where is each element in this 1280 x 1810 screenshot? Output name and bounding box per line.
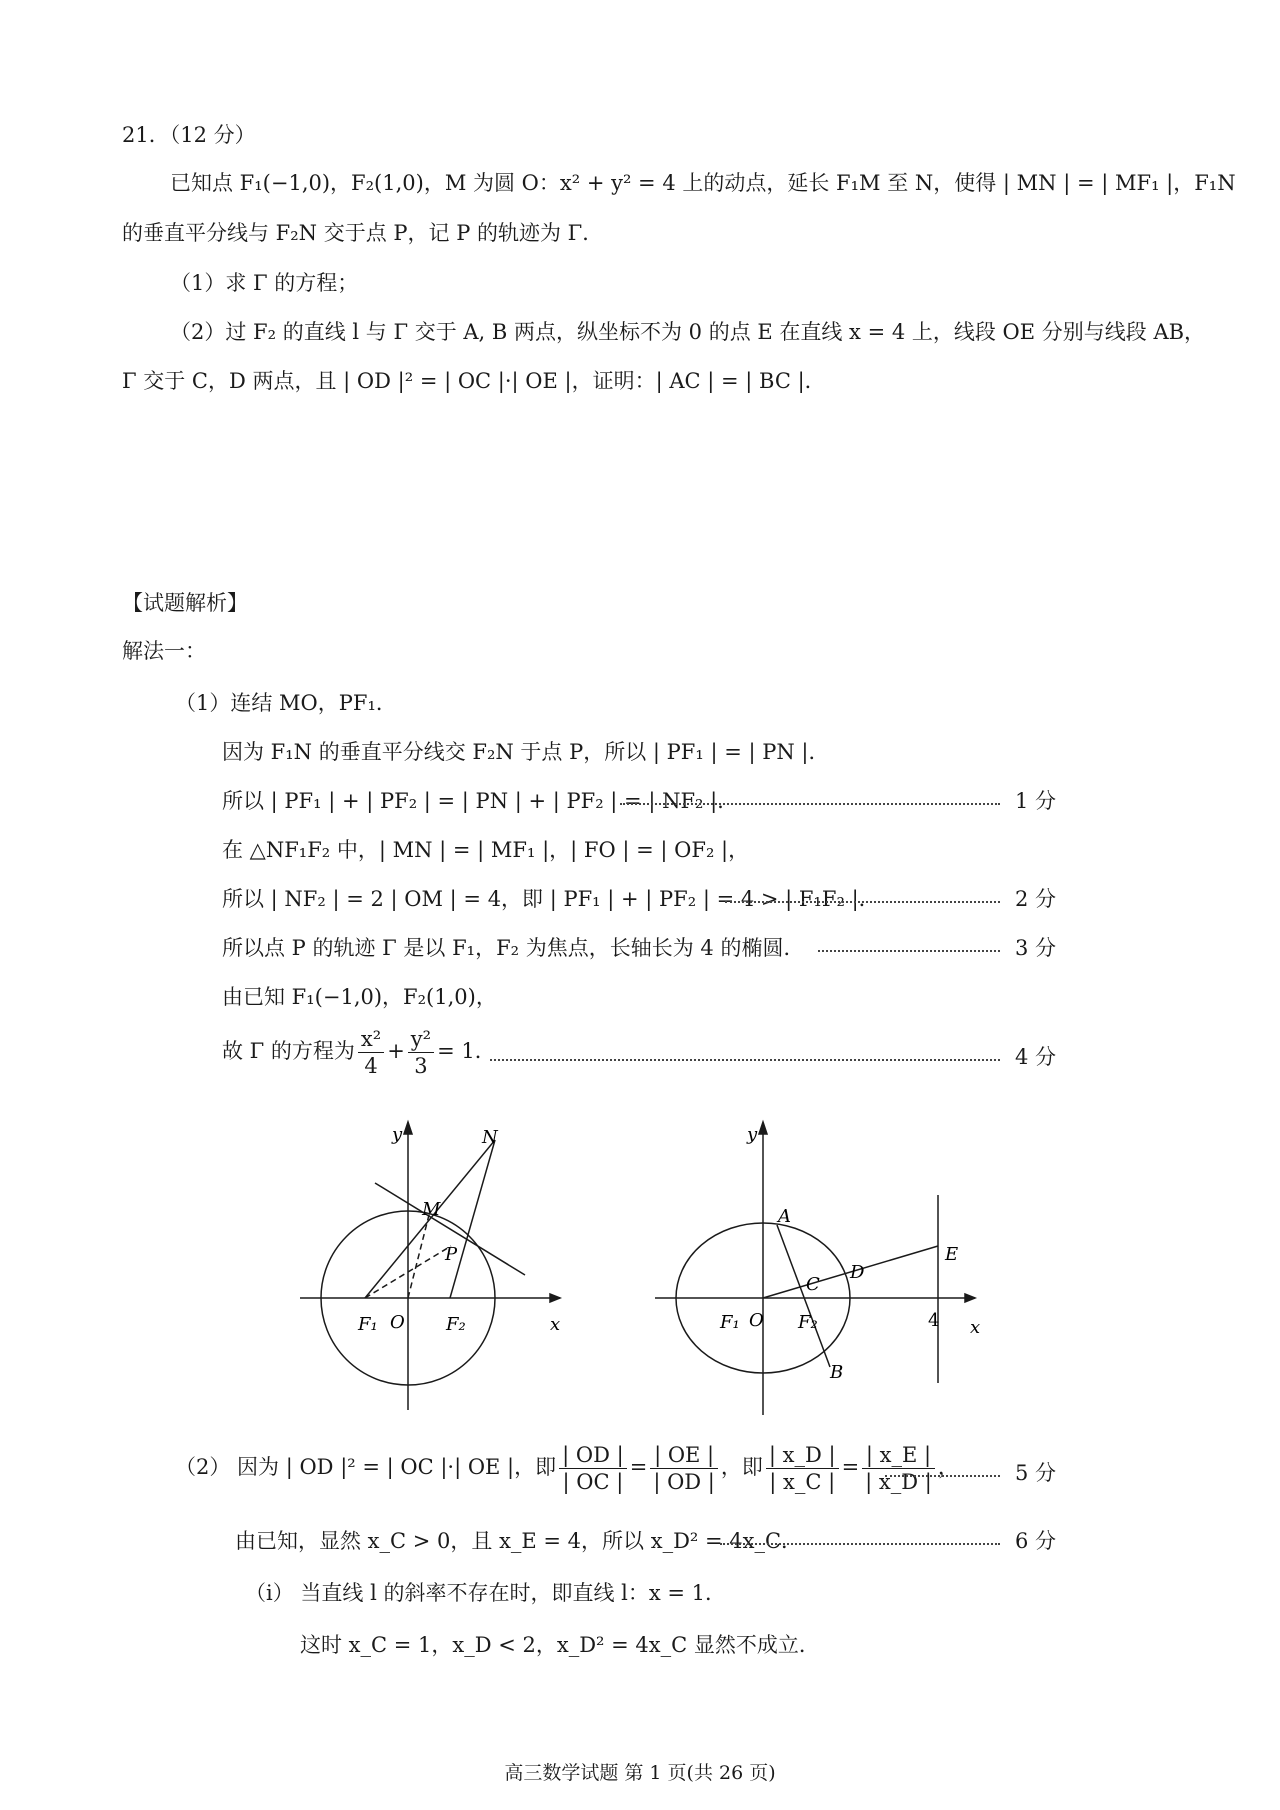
- equals-sign: =: [629, 1455, 648, 1479]
- solution-step4: 在 △NF₁F₂ 中，| MN | = | MF₁ |，| FO | = | OF₂ |，: [222, 838, 750, 862]
- leader-dots: [720, 1543, 1000, 1545]
- figure-label-x: x: [550, 1314, 561, 1335]
- equation-tail: = 1．: [437, 1039, 496, 1063]
- solution-heading: 【试题解析】: [122, 591, 248, 615]
- figure-label-o: O: [749, 1310, 764, 1331]
- figure-label-n: N: [482, 1127, 498, 1148]
- page-footer: 高三数学试题 第 1 页(共 26 页): [504, 1762, 776, 1784]
- figure-left: [290, 1115, 580, 1415]
- denominator: 4: [364, 1054, 378, 1078]
- solution-step7: 由已知 F₁(−1,0)，F₂(1,0)，: [222, 985, 497, 1009]
- figure-label-f1: F₁: [358, 1314, 378, 1335]
- denominator: | x_C |: [769, 1470, 836, 1494]
- score-2: 2 分: [1015, 887, 1057, 911]
- solution-step5: 所以 | NF₂ | = 2 | OM | = 4，即 | PF₁ | + | PF₂ | = 4 > | F₁F₂ |．: [222, 887, 880, 911]
- figure-label-f1: F₁: [720, 1312, 740, 1333]
- plus-sign: +: [387, 1039, 405, 1063]
- figure-label-f2: F₂: [798, 1312, 818, 1333]
- solution-step3: 所以 | PF₁ | + | PF₂ | = | PN | + | PF₂ | = | NF₂ |．: [222, 789, 739, 813]
- solution-part2-line: [175, 1438, 959, 1496]
- solution-step11: 这时 x_C = 1，x_D < 2，x_D² = 4x_C 显然不成立．: [300, 1633, 820, 1657]
- figure-label-x: x: [970, 1317, 981, 1338]
- problem-number: 21．（12 分）: [122, 123, 256, 147]
- solution-step9: 由已知，显然 x_C > 0，且 x_E = 4，所以 x_D² = 4x_C．: [235, 1529, 803, 1553]
- leader-dots: [725, 901, 1000, 903]
- equation-tail: ，: [937, 1455, 959, 1479]
- equation-middle: ，即: [720, 1455, 763, 1479]
- leader-dots: [885, 1475, 1000, 1477]
- score-4: 4 分: [1015, 1045, 1057, 1069]
- problem-statement-line2: 的垂直平分线与 F₂N 交于点 P，记 P 的轨迹为 Γ．: [122, 221, 604, 245]
- numerator: | OE |: [650, 1442, 718, 1469]
- figure-label-e: E: [945, 1244, 959, 1265]
- figure-label-b: B: [830, 1362, 844, 1383]
- figure-label-a: A: [778, 1206, 791, 1227]
- figure-right: [650, 1115, 990, 1415]
- numerator: x²: [358, 1026, 384, 1053]
- fraction: [862, 1442, 935, 1495]
- score-5: 5 分: [1015, 1461, 1057, 1485]
- score-6: 6 分: [1015, 1529, 1057, 1553]
- problem-part2-line1: （2）过 F₂ 的直线 l 与 Γ 交于 A, B 两点，纵坐标不为 0 的点 E 在直线 x = 4 上，线段 OE 分别与线段 AB，: [170, 320, 1206, 344]
- fraction: [650, 1442, 718, 1495]
- leader-dots: [620, 803, 1000, 805]
- equals-sign: =: [841, 1455, 860, 1479]
- numerator: | x_D |: [766, 1442, 839, 1469]
- denominator: | x_D |: [865, 1470, 932, 1494]
- figure-label-d: D: [850, 1262, 865, 1283]
- equation-lead: 故 Γ 的方程为: [222, 1039, 355, 1063]
- solution-method: 解法一：: [122, 639, 206, 663]
- numerator: | OD |: [559, 1442, 627, 1469]
- equation-lead: （2） 因为 | OD |² = | OC |·| OE |，即: [175, 1455, 557, 1479]
- denominator: | OD |: [653, 1470, 715, 1494]
- numerator: y²: [408, 1026, 434, 1053]
- figure-label-m: M: [422, 1199, 441, 1220]
- leader-dots: [490, 1059, 1000, 1061]
- leader-dots: [818, 950, 1000, 952]
- fraction: [559, 1442, 627, 1495]
- fraction: [358, 1026, 384, 1079]
- solution-step6: 所以点 P 的轨迹 Γ 是以 F₁，F₂ 为焦点，长轴长为 4 的椭圆．: [222, 936, 805, 960]
- figure-label-y: y: [747, 1124, 758, 1145]
- figure-label-4: 4: [928, 1310, 940, 1331]
- figure-label-y: y: [392, 1124, 403, 1145]
- figure-label-o: O: [390, 1312, 405, 1333]
- figure-label-f2: F₂: [446, 1314, 466, 1335]
- fraction: [766, 1442, 839, 1495]
- problem-part2-line2: Γ 交于 C，D 两点，且 | OD |² = | OC |·| OE |，证明：| AC | = | BC |．: [122, 369, 826, 393]
- denominator: | OC |: [562, 1470, 624, 1494]
- solution-step10: （i） 当直线 l 的斜率不存在时，即直线 l：x = 1．: [245, 1581, 726, 1605]
- solution-step1: （1）连结 MO，PF₁．: [175, 691, 397, 715]
- problem-part1: （1）求 Γ 的方程；: [170, 271, 359, 295]
- figure-label-p: P: [445, 1244, 458, 1265]
- problem-statement-line1: 已知点 F₁(−1,0)，F₂(1,0)，M 为圆 O：x² + y² = 4 上的动点，延长 F₁M 至 N，使得 | MN | = | MF₁ |，F₁N: [170, 171, 1236, 195]
- solution-step8: [222, 1022, 496, 1080]
- numerator: | x_E |: [862, 1442, 935, 1469]
- fraction: [408, 1026, 434, 1079]
- figure-label-c: C: [806, 1274, 820, 1295]
- score-3: 3 分: [1015, 936, 1057, 960]
- score-1: 1 分: [1015, 789, 1057, 813]
- denominator: 3: [414, 1054, 428, 1078]
- solution-step2: 因为 F₁N 的垂直平分线交 F₂N 于点 P，所以 | PF₁ | = | PN |．: [222, 740, 830, 764]
